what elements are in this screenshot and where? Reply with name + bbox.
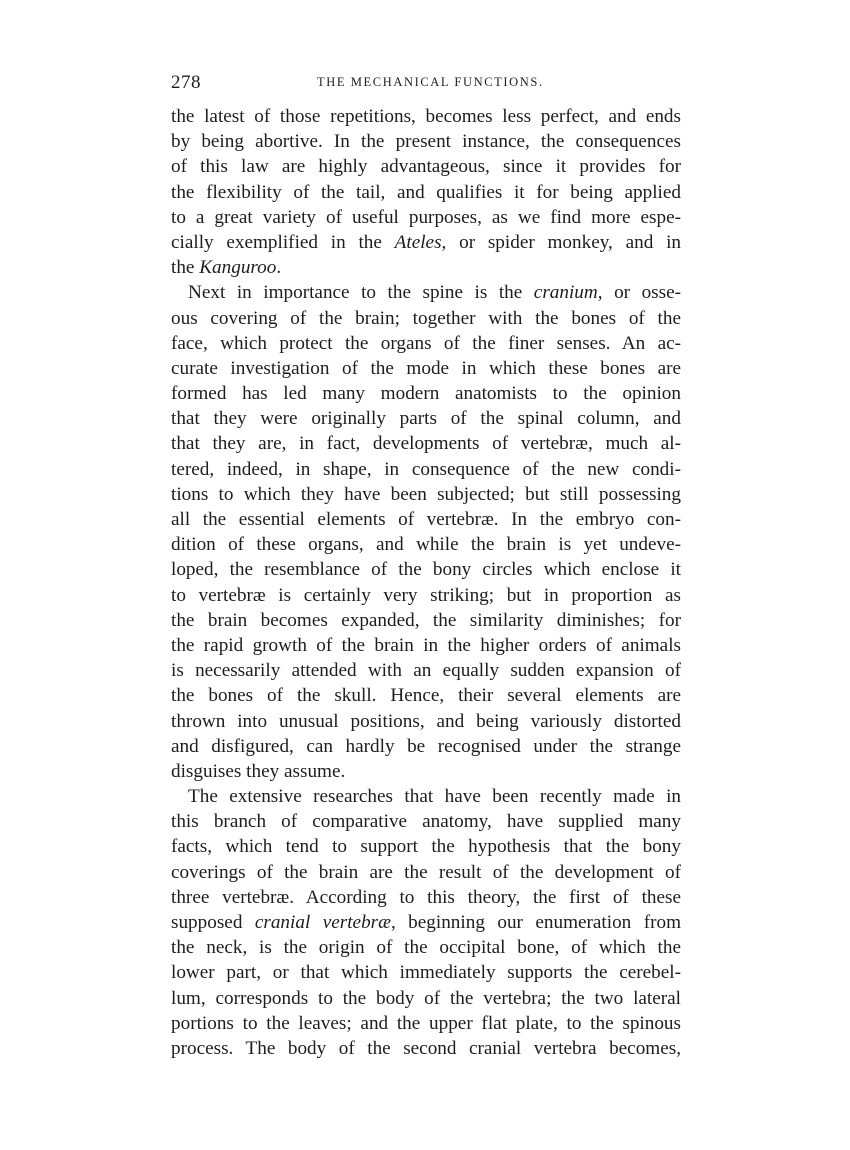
text-line: that they were originally parts of the spinal column, and — [171, 408, 681, 430]
text-line: portions to the leaves; and the upper flat plate, to the spinous — [171, 1012, 681, 1034]
italic-term: cranial vertebræ — [254, 912, 391, 933]
text-line: lum, corresponds to the body of the vertebra; the two lateral — [171, 987, 681, 1009]
text-line: by being abortive. In the present instance, the consequences — [171, 131, 681, 153]
text-line: curate investigation of the mode in which these bones are — [171, 357, 681, 379]
text-line: all the essential elements of vertebræ. In the embryo con- — [171, 509, 681, 530]
text-line: the flexibility of the tail, and qualifies it for being applied — [171, 181, 681, 203]
text-line: and disfigured, can hardly be recognised under the strange — [171, 735, 681, 757]
text-line: this branch of comparative anatomy, have supplied many — [171, 811, 681, 833]
text-line: dition of these organs, and while the brain is yet undeve- — [171, 534, 681, 556]
text-line: cially exemplified in the Ateles, or spider monkey, and in — [171, 231, 681, 253]
text-line: formed has led many modern anatomists to the opinion — [171, 383, 681, 405]
text-line: facts, which tend to support the hypothesis that the bony — [171, 836, 681, 858]
text-line: process. The body of the second cranial vertebra becomes, — [171, 1037, 681, 1059]
text-line: is necessarily attended with an equally sudden expansion of — [171, 660, 681, 682]
text-line: thrown into unusual positions, and being variously distorted — [171, 710, 681, 732]
text-line: tered, indeed, in shape, in consequence of the new condi- — [171, 458, 681, 480]
italic-term: cranium — [533, 282, 598, 304]
text-line: the neck, is the origin of the occipital bone, of which the — [171, 937, 681, 959]
text-line: tions to which they have been subjected; but still possessing — [171, 483, 681, 505]
text-line: the Kanguroo. — [171, 257, 282, 279]
text-line: The extensive researches that have been recently made in — [188, 786, 681, 808]
page-number: 278 — [171, 72, 201, 93]
text-line: supposed cranial vertebræ, beginning our enumeration from — [171, 912, 681, 933]
text-line: face, which protect the organs of the finer senses. An ac- — [171, 332, 681, 354]
paragraph — [171, 784, 681, 1061]
italic-term: Ateles — [394, 231, 442, 253]
text-line: Next in importance to the spine is the cranium, or osse- — [188, 282, 682, 304]
text-line: ous covering of the brain; together with the bones of the — [171, 307, 681, 329]
italic-term: Kanguroo — [199, 257, 277, 279]
text-line: to a great variety of useful purposes, as we find more espe- — [171, 206, 681, 228]
running-head — [171, 72, 681, 96]
text-line: the brain becomes expanded, the similarity diminishes; for — [171, 609, 681, 631]
body-text — [171, 104, 681, 1061]
text-line: the rapid growth of the brain in the higher orders of animals — [171, 634, 681, 656]
text-line: loped, the resemblance of the bony circles which enclose it — [171, 559, 681, 581]
text-line: the latest of those repetitions, becomes less perfect, and ends — [171, 106, 681, 127]
text-line: three vertebræ. According to this theory, the first of these — [171, 886, 681, 908]
text-line: of this law are highly advantageous, since it provides for — [171, 156, 681, 178]
text-line: to vertebræ is certainly very striking; but in proportion as — [171, 584, 681, 606]
running-title: THE MECHANICAL FUNCTIONS. — [317, 75, 544, 89]
text-line: disguises they assume. — [171, 760, 346, 782]
text-line: that they are, in fact, developments of vertebræ, much al- — [171, 433, 681, 455]
paragraph — [171, 280, 681, 784]
text-line: lower part, or that which immediately supports the cerebel- — [171, 962, 681, 984]
text-line: coverings of the brain are the result of the development of — [171, 861, 681, 883]
paragraph — [171, 104, 681, 280]
text-line: the bones of the skull. Hence, their several elements are — [171, 685, 681, 707]
